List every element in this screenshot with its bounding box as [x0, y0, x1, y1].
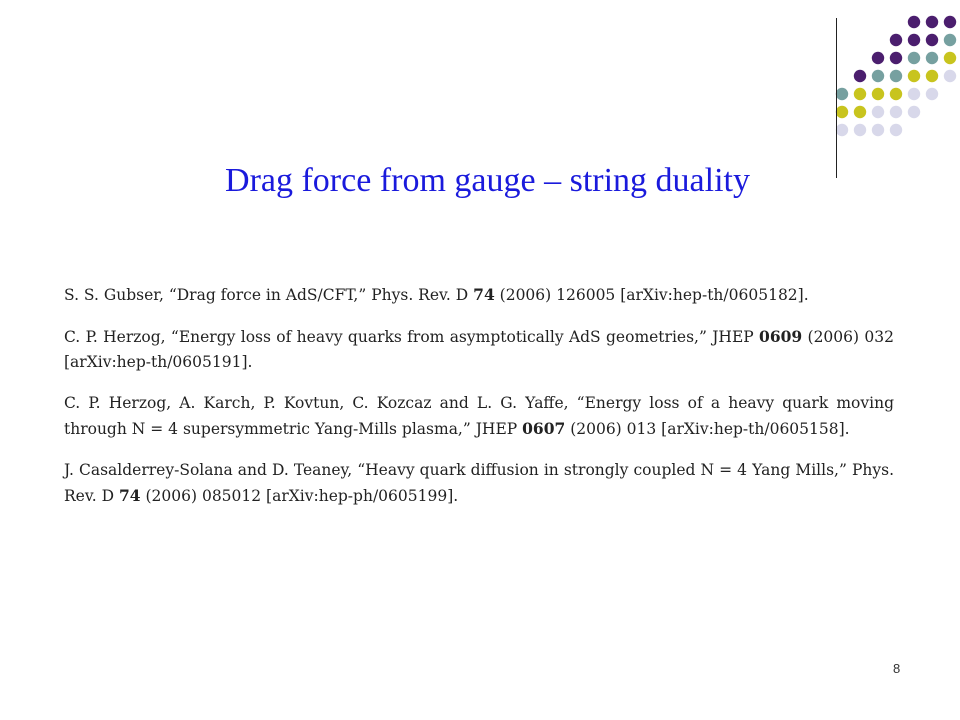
decorative-dot — [908, 16, 920, 28]
decorative-dot — [836, 106, 848, 118]
decorative-dot — [944, 70, 956, 82]
slide-title: Drag force from gauge – string duality — [225, 162, 750, 199]
decorative-dot — [854, 70, 866, 82]
decorative-dot — [890, 106, 902, 118]
decorative-dot — [908, 52, 920, 64]
decorative-dot — [890, 52, 902, 64]
decorative-dot — [890, 124, 902, 136]
decorative-dot — [890, 34, 902, 46]
decorative-dot — [944, 52, 956, 64]
decorative-dot-grid — [0, 0, 960, 180]
reference-list — [64, 282, 894, 525]
reference-item: J. Casalderrey-Solana and D. Teaney, “Heavy quark diffusion in strongly coupled N = 4 Yang Mills,” Phys. Rev. D 74 (2006) 085012 [arXiv:hep-ph/0605199]. — [64, 461, 894, 505]
decorative-dot — [908, 106, 920, 118]
decorative-dot — [836, 124, 848, 136]
decorative-dot — [890, 70, 902, 82]
decorative-dot — [908, 70, 920, 82]
decorative-dot — [872, 106, 884, 118]
reference-item: C. P. Herzog, A. Karch, P. Kovtun, C. Kozcaz and L. G. Yaffe, “Energy loss of a heavy quark moving through N = 4 supersymmetric Yang-Mills plasma,” JHEP 0607 (2006) 013 [arXiv:hep-th/0605158]. — [64, 394, 894, 438]
decorative-dot — [926, 52, 938, 64]
decorative-dot — [926, 34, 938, 46]
reference-item: C. P. Herzog, “Energy loss of heavy quarks from asymptotically AdS geometries,” JHEP 0609 (2006) 032 [arXiv:hep-th/0605191]. — [64, 327, 894, 371]
page-number: 8 — [893, 661, 901, 676]
reference-item: S. S. Gubser, “Drag force in AdS/CFT,” Phys. Rev. D 74 (2006) 126005 [arXiv:hep-th/0605182]. — [64, 285, 809, 304]
decorative-dot — [836, 88, 848, 100]
decorative-dot — [908, 88, 920, 100]
decorative-dot — [944, 16, 956, 28]
decorative-dot — [872, 52, 884, 64]
decorative-dot — [872, 88, 884, 100]
divider-line — [836, 18, 837, 178]
decorative-dot — [854, 88, 866, 100]
decorative-dot — [890, 88, 902, 100]
decorative-dot — [908, 34, 920, 46]
decorative-dot — [944, 34, 956, 46]
decorative-dot — [872, 70, 884, 82]
decorative-dot — [926, 16, 938, 28]
decorative-dot — [872, 124, 884, 136]
decorative-dot — [854, 124, 866, 136]
decorative-dot — [854, 106, 866, 118]
decorative-dot — [926, 88, 938, 100]
decorative-dot — [926, 70, 938, 82]
